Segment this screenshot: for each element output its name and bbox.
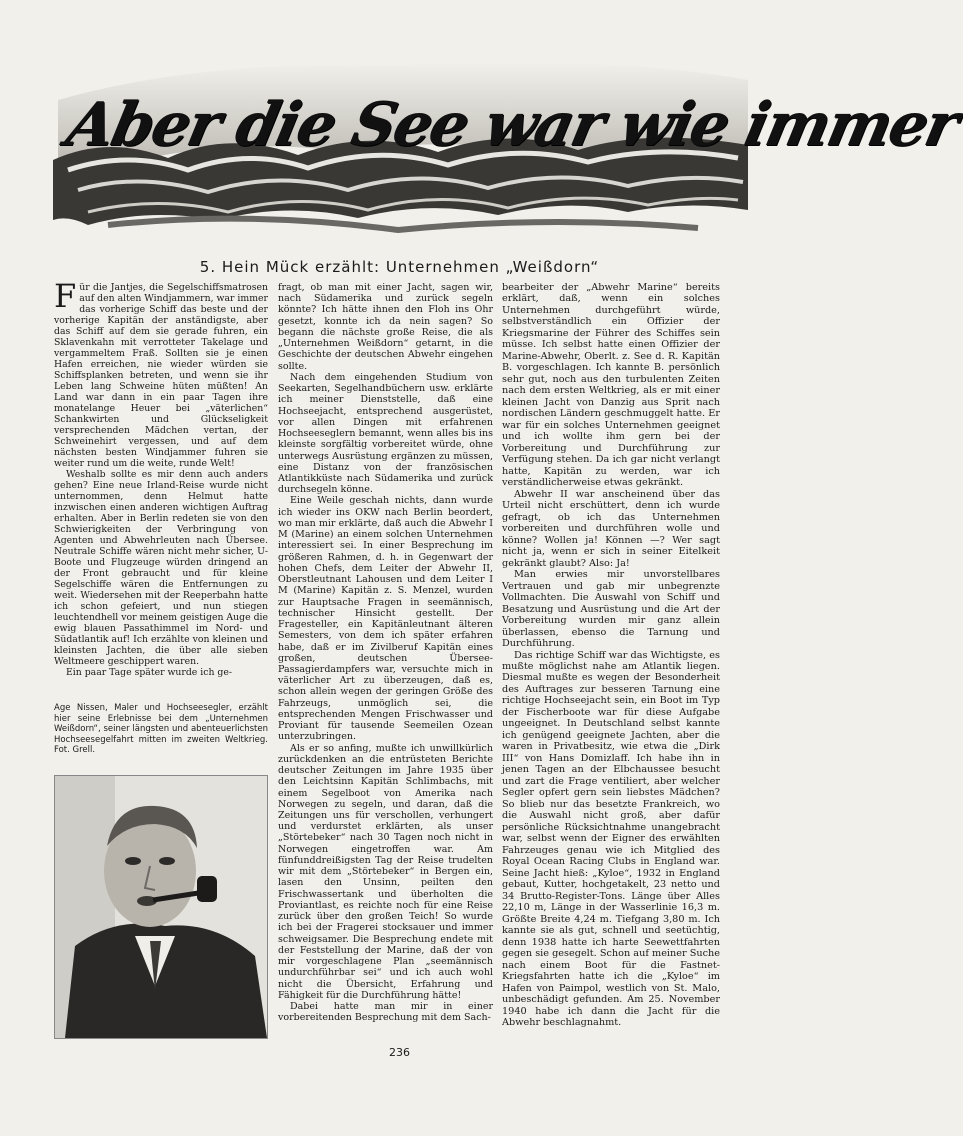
paragraph: Man erwies mir unvorstellbares Vertrauen und gab mir unbegrenzte Vollmachten. Die Auswahl von Schiff und Besatzung und Ausrüstung und die Art der Vorbereitung wurden mir ganz allein überlassen, ebenso die Tarnung und Durchführung.	[502, 569, 720, 650]
paragraph: Ein paar Tage später wurde ich ge-	[66, 667, 232, 678]
chapter-subtitle: 5. Hein Mück erzählt: Unternehmen „Weißdorn“	[199, 258, 600, 276]
paragraph: Für die Jantjes, die Segelschiffsmatrosen auf den alten Windjammern, war immer das vorherige Schiff das beste und der vorherige Kapitän der anständigste, aber das Schiff auf dem sie gerade fuhren, ein Sklavenkahn mit verrotteter Takelage und vergammeltem Fraß. Sollten sie je einen Hafen erreichen, nie wieder würden sie Schiffsplanken betreten, und wenn sie ihr Leben lang Schweine hüten müßten! An Land war dann in ein paar Tagen ihre monatelange Heuer bei „väterlichen“ Schankwirten und Glückseligkeit versprechenden Mädchen vertan, der Schweinehirt vergessen, und auf dem nächsten besten Windjammer fuhren sie weiter rund um die weite, runde Welt!	[54, 277, 268, 469]
paragraph: Nach dem eingehenden Studium von Seekarten, Segelhandbüchern usw. erklärte ich meiner Dienststelle, daß eine Hochseejacht, entsprechend ausgerüstet, vor allen Dingen mit erfahrenen Hochseeseglern bemannt, wenn alles bis ins kleinste sorgfältig vorbereitet würde, ohne unterwegs Ausrüstung ergänzen zu müssen, eine Distanz von der französischen Atlantikküste nach Südamerika und zurück durchsegeln könne.	[278, 371, 493, 496]
page-number: 236	[389, 1046, 410, 1059]
paragraph: Weshalb sollte es mir denn auch anders gehen? Eine neue Irland-Reise wurde nicht unternommen, denn Helmut hatte inzwischen einen anderen wichtigen Auftrag erhalten. Aber in Berlin redeten sie von den Schwierigkeiten der Verbringung von Agenten und Abwehrleuten nach Übersee. Neutrale Schiffe wären nicht mehr sicher, U-Boote und Flugzeuge würden dringend an der Front gebraucht und für kleine Segelschiffe wären die Entfernungen zu weit. Wiedersehen mit der Reeperbahn hatte ich schon gefeiert, und nun stiegen leuchtendhell vor meinem geistigen Auge die ewig blauen Passathimmel im Nord- und Südatlantik auf! Ich erzählte von kleinen und kleinsten Jachten, die über alle sieben Weltmeere geschippert waren.	[54, 469, 268, 667]
page-title: Aber die See war wie immer	[60, 90, 963, 160]
paragraph: Abwehr II war anscheinend über das Urteil nicht erschüttert, denn ich wurde gefragt, ob ich das Unternehmen vorbereiten und durchführen wolle und könne? Wollen ja! Können —? Wer sagt nicht ja, wenn er sich in seiner Eitelkeit gekränkt glaubt? Also: Ja!	[502, 488, 720, 569]
portrait-photo	[54, 775, 268, 1039]
paragraph: Dabei hatte man mir in einer vorbereitenden Besprechung mit dem Sach-	[278, 1001, 493, 1024]
paragraph: Als er so anfing, mußte ich unwillkürlich zurückdenken an die entrüsteten Berichte deutscher Zeitungen im Jahre 1935 über den Leichtsinn Kapitän Schlimbachs, mit einem Segelboot von Amerika nach Norwegen zu segeln, und daran, daß die Zeitungen uns für verschollen, verhungert und verdurstet erklärten, als unser „Störtebeker“ nach 30 Tagen noch nicht in Norwegen eingetroffen war. Am fünfunddreißigsten Tag der Reise trudelten wir mit dem „Störtebeker“ in Bergen ein, lasen den Unsinn, peilten den Frischwassertank und überholten die Proviantlast, es reichte noch für eine Reise zurück über den großen Teich! So wurde ich bei der Fragerei stocksauer und immer schweigsamer. Die Besprechung endete mit der Feststellung der Marine, daß der von mir vorgeschlagene Plan „seemännisch undurchführbar sei“ und ich auch wohl nicht die Übersicht, Erfahrung und Fähigkeit für die Durchführung hätte!	[278, 742, 493, 1001]
text-column-2	[278, 282, 493, 1023]
portrait-illustration	[55, 776, 267, 1038]
photo-caption: Age Nissen, Maler und Hochseesegler, erzählt hier seine Erlebnisse bei dem „Unternehmen Weißdorn“, seiner längsten und abenteuerlichsten Hochseesegelfahrt mitten im zweiten Weltkrieg. Fot. Grell.	[54, 703, 268, 755]
paragraph: bearbeiter der „Abwehr Marine“ bereits erklärt, daß, wenn ein solches Unternehmen durchgeführt würde, selbstverständlich ein Offizier der Kriegsmarine der Führer des Schiffes sein müsse. Ich selbst hatte einen Offizier der Marine-Abwehr, Oberlt. z. See d. R. Kapitän B. vorgeschlagen. Ich kannte B. persönlich sehr gut, noch aus den turbulenten Zeiten nach dem ersten Weltkrieg, als er mit einer kleinen Jacht von Danzig aus Sprit nach nordischen Ländern geschmuggelt hatte. Er war für ein solches Unternehmen geeignet und ich wollte ihm gern bei der Vorbereitung und Durchführung zur Verfügung stehen. Da ich gar nicht verlangt hatte, Kapitän zu werden, war ich verständlicherweise etwas gekränkt.	[502, 282, 720, 489]
paragraph: Eine Weile geschah nichts, dann wurde ich wieder ins OKW nach Berlin beordert, wo man mir erklärte, daß auch die Abwehr I M (Marine) an einem solchen Unternehmen interessiert sei. In einer Besprechung im größeren Rahmen, d. h. in Gegenwart der hohen Chefs, dem Leiter der Abwehr II, Oberstleutnant Lahousen und dem Leiter I M (Marine) Kapitän z. S. Menzel, wurden zur Hauptsache Fragen in seemännisch, technischer Hinsicht gestellt. Der Fragesteller, ein Kapitänleutnant älteren Semesters, von dem ich später erfahren habe, daß er im Zivilberuf Kapitän eines großen, deutschen Übersee-Passagierdampfers war, versuchte mich in väterlicher Art zu überzeugen, daß es, schon allein wegen der geringen Größe des Fahrzeugs, unmöglich sei, die entsprechenden Mengen Frischwasser und Proviant für tausende Seemeilen Ozean unterzubringen.	[278, 495, 493, 743]
paragraph: fragt, ob man mit einer Jacht, sagen wir, nach Südamerika und zurück segeln könnte? Ich hätte ihnen den Floh ins Ohr gesetzt, konnte ich da nein sagen? So begann die nächste große Reise, die als „Unternehmen Weißdorn“ getarnt, in die Geschichte der deutschen Abwehr eingehen sollte.	[278, 282, 493, 372]
text-column-3	[502, 282, 720, 1028]
drop-cap: F	[54, 277, 77, 315]
text-column-1	[54, 277, 268, 678]
paragraph: Das richtige Schiff war das Wichtigste, es mußte möglichst nahe am Atlantik liegen. Diesmal mußte es wegen der Besonderheit des Auftrages zur besseren Tarnung eine richtige Hochseejacht sein, ein Boot im Typ der Fischerboote war für diese Aufgabe ungeeignet. In Deutschland selbst kannte ich genügend geeignete Jachten, aber die waren in Privatbesitz, wie etwa die „Dirk III“ von Hans Domizlaff. Ich habe ihn in jenen Tagen an der Elbchaussee besucht und zart die Frage ventiliert, aber welcher Segler opfert gern sein liebstes Mädchen? So blieb nur das besetzte Frankreich, wo die Auswahl nicht groß, aber dafür persönliche Rücksichtnahme unangebracht war, selbst wenn der Eigner des erwählten Fahrzeuges genau wie ich Mitglied des Royal Ocean Racing Clubs in England war. Seine Jacht hieß: „Kyloe“, 1932 in England gebaut, Kutter, hochgetakelt, 23 netto und 34 Brutto-Register-Tons. Länge über Alles 22,10 m, Länge in der Wasserlinie 16,3 m. Größte Breite 4,24 m. Tiefgang 3,80 m. Ich kannte sie als gut, schnell und seetüchtig, denn 1938 hatte ich harte Seewettfahrten gegen sie gesegelt. Schon auf meiner Suche nach einem Boot für die Fastnet-Kriegsfahrten hatte ich die „Kyloe“ im Hafen von Paimpol, westlich von St. Malo, unbeschädigt gefunden. Am 25. November 1940 habe ich dann die Jacht für die Abwehr beschlagnahmt.	[502, 649, 720, 1028]
header-illustration	[48, 40, 963, 245]
